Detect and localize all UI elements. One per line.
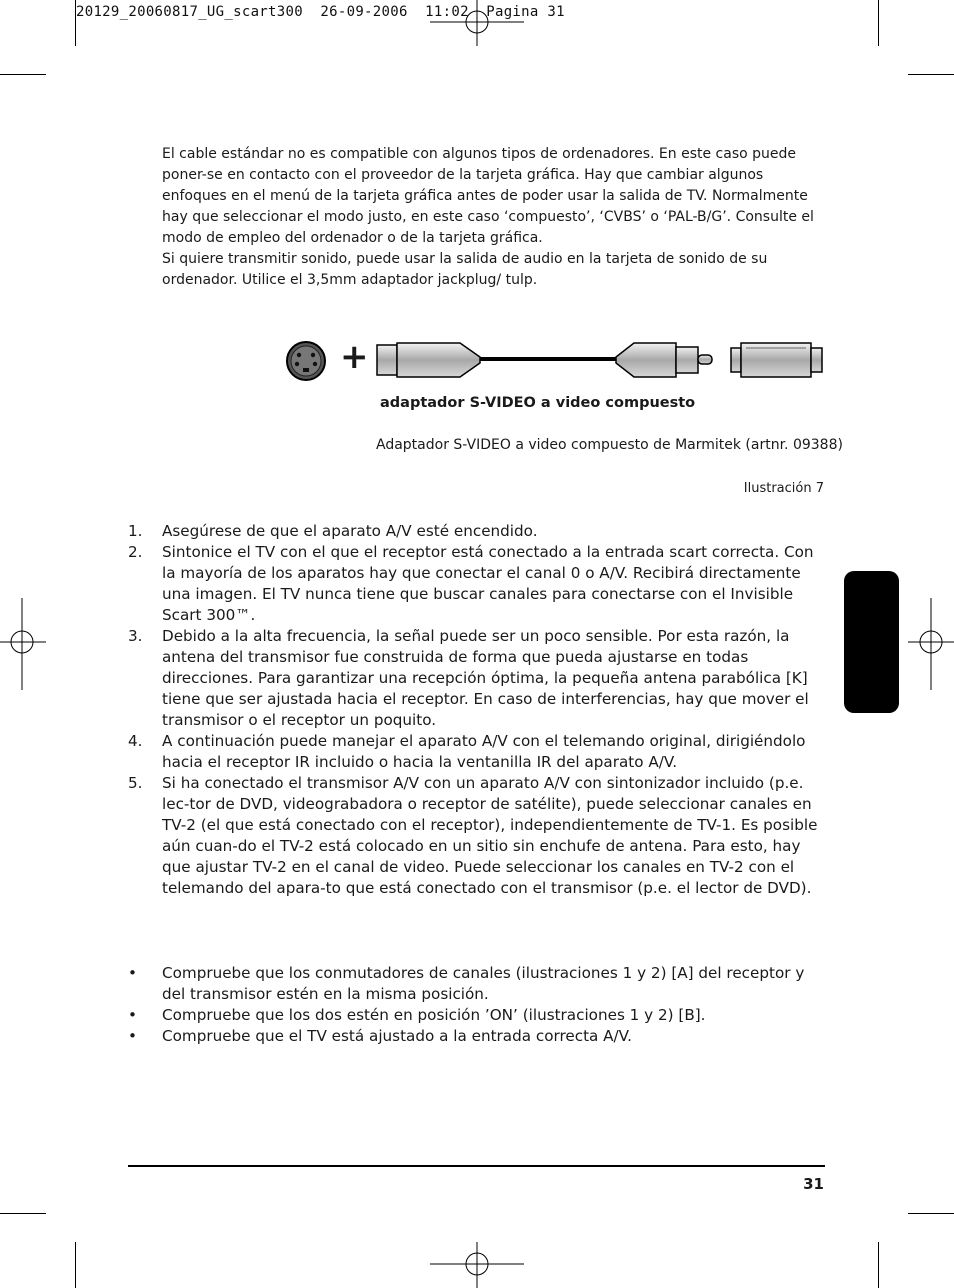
list-number: 5. <box>128 774 143 792</box>
crop-mark <box>878 1242 879 1288</box>
language-tab-marker <box>844 571 899 713</box>
list-text: Compruebe que los conmutadores de canales (ilustraciones 1 y 2) [A] del receptor y del transmisor estén en la misma posición. <box>162 964 805 1003</box>
list-item <box>128 626 826 731</box>
rca-cable-icon <box>376 340 716 380</box>
bullet: • <box>128 1006 137 1024</box>
registration-mark-icon <box>0 598 46 690</box>
figure-caption-title: adaptador S-VIDEO a video compuesto <box>380 395 696 411</box>
page-number: 31 <box>803 1175 824 1193</box>
crop-mark <box>0 74 46 75</box>
list-text: Asegúrese de que el aparato A/V esté encendido. <box>162 522 538 540</box>
steps-list <box>128 521 826 899</box>
checks-list <box>128 963 826 1047</box>
crop-mark <box>0 1213 46 1214</box>
list-text: Sintonice el TV con el que el receptor está conectado a la entrada scart correcta. Con la mayoría de los aparatos hay que conectar el canal 0 o A/V. Recibirá directamente una imagen. El TV nunca tiene que buscar canales para conectarse con el Invisible Scart 300™. <box>162 543 814 624</box>
print-slug: 20129_20060817_UG_scart300 26-09-2006 11:02 Pagina 31 <box>76 4 565 20</box>
crop-mark <box>908 1213 954 1214</box>
list-text: Si ha conectado el transmisor A/V con un aparato A/V con sintonizador incluido (p.e. lec-tor de DVD, videograbadora o receptor de satélite), puede seleccionar canales en TV-2 (el que está conectado con el receptor), independientemente de TV-1. Es posible aún cuan-do el TV-2 está colocado en un sitio sin enchufe de antena. Para esto, hay que ajustar TV-2 en el canal de video. Puede seleccionar los canales en TV-2 con el telemando del apara-to que está conectado con el transmisor (p.e. el lector de DVD). <box>162 774 818 897</box>
list-item <box>128 731 826 773</box>
intro-paragraph: Si quiere transmitir sonido, puede usar la salida de audio en la tarjeta de sonido de su ordenador. Utilice el 3,5mm adaptador jackplug/ tulp. <box>162 251 768 288</box>
footer-rule <box>128 1165 825 1167</box>
plus-sign: + <box>340 337 369 377</box>
list-text: Compruebe que los dos estén en posición ’ON’ (ilustraciones 1 y 2) [B]. <box>162 1006 706 1024</box>
registration-mark-icon <box>430 1242 524 1288</box>
list-number: 2. <box>128 543 143 561</box>
list-number: 1. <box>128 522 143 540</box>
rca-coupler-icon <box>730 340 824 380</box>
list-item <box>128 1026 826 1047</box>
bullet: • <box>128 964 137 982</box>
svideo-connector-icon <box>284 340 328 382</box>
registration-mark-icon <box>908 598 954 690</box>
figure-caption: Adaptador S-VIDEO a video compuesto de Marmitek (artnr. 09388) <box>376 437 843 453</box>
list-text: Compruebe que el TV está ajustado a la entrada correcta A/V. <box>162 1027 632 1045</box>
list-item <box>128 521 826 542</box>
list-text: Debido a la alta frecuencia, la señal puede ser un poco sensible. Por esta razón, la antena del transmisor fue construida de forma que pueda ajustarse en todas direcciones. Para garantizar una recepción óptima, la pequeña antena parabólica [K] tiene que ser ajustada hacia el receptor. En caso de interferencias, hay que mover el transmisor o el receptor un poquito. <box>162 627 809 729</box>
intro-paragraph: El cable estándar no es compatible con algunos tipos de ordenadores. En este caso puede poner-se en contacto con el proveedor de la tarjeta gráfica. Hay que cambiar algunos enfoques en el menú de la tarjeta gráfica antes de poder usar la salida de TV. Normalmente hay que seleccionar el modo justo, en este caso ‘compuesto’, ‘CVBS’ o ‘PAL-B/G’. Consulte el modo de empleo del ordenador o de la tarjeta gráfica. <box>162 146 814 246</box>
list-text: A continuación puede manejar el aparato A/V con el telemando original, dirigiéndolo hacia el receptor IR incluido o hacia la ventanilla IR del aparato A/V. <box>162 732 806 771</box>
list-item <box>128 542 826 626</box>
intro-text <box>162 144 826 291</box>
list-item <box>128 963 826 1005</box>
figure-label: Ilustración 7 <box>743 481 824 496</box>
list-number: 3. <box>128 627 143 645</box>
bullet: • <box>128 1027 137 1045</box>
crop-mark <box>908 74 954 75</box>
list-number: 4. <box>128 732 143 750</box>
crop-mark <box>878 0 879 46</box>
list-item <box>128 1005 826 1026</box>
list-item <box>128 773 826 899</box>
crop-mark <box>75 1242 76 1288</box>
